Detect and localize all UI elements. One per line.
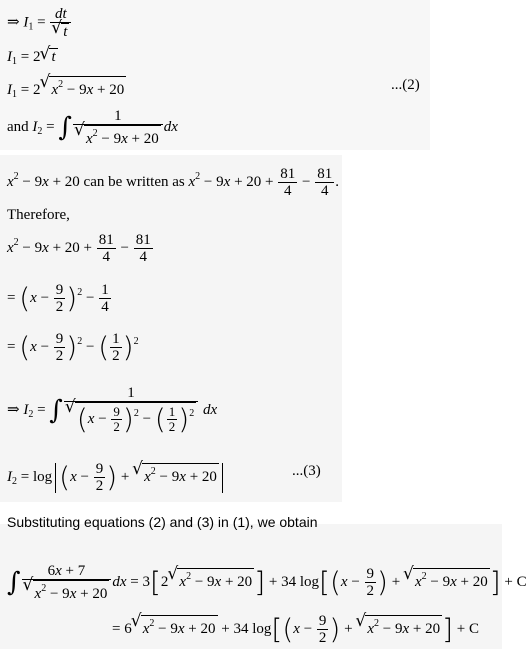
substitution-text: Substituting equations (2) and (3) in (1), we obtain — [7, 514, 318, 530]
can-be-written-text: can be written as — [83, 173, 185, 190]
equation-line-2: $I_1 = 2√$ t — [7, 48, 58, 71]
equation-line-3: $I_1 = 2√$ $x^2 - 9x + 20$ — [7, 76, 126, 104]
equation-line-10: ⇒ $I_2$ = ∫ 1 √ (x − $\frac{9}{2}$ )$^2$ − ( $\frac{1}{2}$ )$^2$ dx — [7, 385, 217, 436]
equation-line-7: $x^2 - 9x + 20$ + $\frac{81}{4}$ − $\frac{81}{4}$ — [7, 232, 151, 265]
equation-line-1: ⇒ $I_1$ = dt √ t — [7, 6, 72, 40]
equation-line-8: = (x − $\frac{9}{2}$ )$^2$ − $\frac{1}{4}$ — [7, 281, 109, 315]
final-equation-line-1: ∫ 6x + 7 √ $x^2 - 9x + 20$ dx = 3[2√ $x^2 - 9x + 20] + 34$ log[(x − $\frac{9}{2}$ ) + √ $x^2 - 9x + 20] + C$ — [7, 563, 527, 602]
equation-tag-3: ...(3) — [292, 463, 321, 479]
and-word: and — [7, 118, 29, 135]
equation-line-11: $I_2 = \log (x$ − $\frac{9}{2}$ ) + √ $x^2 - 9x + 20$ — [7, 461, 226, 494]
equation-line-4: and $I_2$ = ∫ 1 √ $x^2 - 9x + 20$ dx — [7, 108, 178, 147]
equation-line-9: = (x − $\frac{9}{2}$ )$^2$ − ( $\frac{1}{2}$ )$^2$ — [7, 330, 139, 364]
therefore-text: Therefore, — [7, 207, 70, 223]
equation-tag-2: ...(2) — [391, 77, 420, 93]
equation-line-5: $x^2 - 9x + 20$ can be written as $x^2 - 9x + 20$ + $\frac{81}{4}$ − $\frac{81}{4}$ . — [7, 166, 339, 199]
final-equation-line-2: = 6√ $x^2 - 9x + 20 + 34$ log[(x − $\frac{9}{2}$ ) + √ $x^2 - 9x + 20] + C$ — [112, 613, 479, 646]
